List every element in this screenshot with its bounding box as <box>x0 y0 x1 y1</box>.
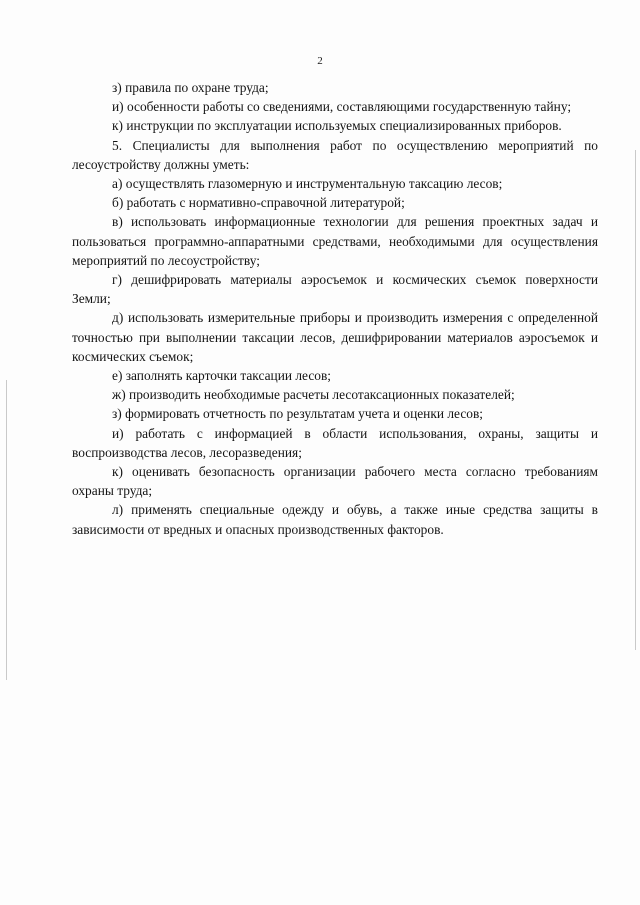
paragraph: б) работать с нормативно-справочной литературой; <box>112 195 405 211</box>
paragraph: ж) производить необходимые расчеты лесотаксационных показателей; <box>112 387 515 403</box>
paragraph: г) дешифрировать материалы аэросъемок и космических съемок поверхности Земли; <box>72 272 598 307</box>
paragraph: д) использовать измерительные приборы и производить измерения с определенной точностью при выполнении таксации лесов, дешифрировании материалов аэросъемок и космических съемок; <box>72 310 598 364</box>
paragraph: л) применять специальные одежду и обувь, а также иные средства защиты в зависимости от вредных и опасных производственных факторов. <box>72 502 598 537</box>
scan-edge-mark <box>635 150 636 650</box>
paragraph: к) инструкции по эксплуатации используемых специализированных приборов. <box>112 118 562 134</box>
page-number: 2 <box>317 55 323 67</box>
document-body <box>72 78 598 539</box>
paragraph: и) работать с информацией в области использования, охраны, защиты и воспроизводства лесов, лесоразведения; <box>72 425 598 460</box>
scan-edge-mark <box>6 380 7 680</box>
paragraph: з) правила по охране труда; <box>112 80 269 95</box>
paragraph: в) использовать информационные технологии для решения проектных задач и пользоваться программно-аппаратными средствами, необходимыми для осуществления мероприятий по лесоустройству; <box>72 214 598 268</box>
paragraph: к) оценивать безопасность организации рабочего места согласно требованиям охраны труда; <box>72 464 598 499</box>
paragraph: 5. Специалисты для выполнения работ по осуществлению мероприятий по лесоустройству должны уметь: <box>72 137 598 172</box>
paragraph: е) заполнять карточки таксации лесов; <box>112 368 332 384</box>
paragraph: и) особенности работы со сведениями, составляющими государственную тайну; <box>112 99 572 115</box>
paragraph: з) формировать отчетность по результатам учета и оценки лесов; <box>112 406 484 422</box>
paragraph: а) осуществлять глазомерную и инструментальную таксацию лесов; <box>112 176 503 192</box>
